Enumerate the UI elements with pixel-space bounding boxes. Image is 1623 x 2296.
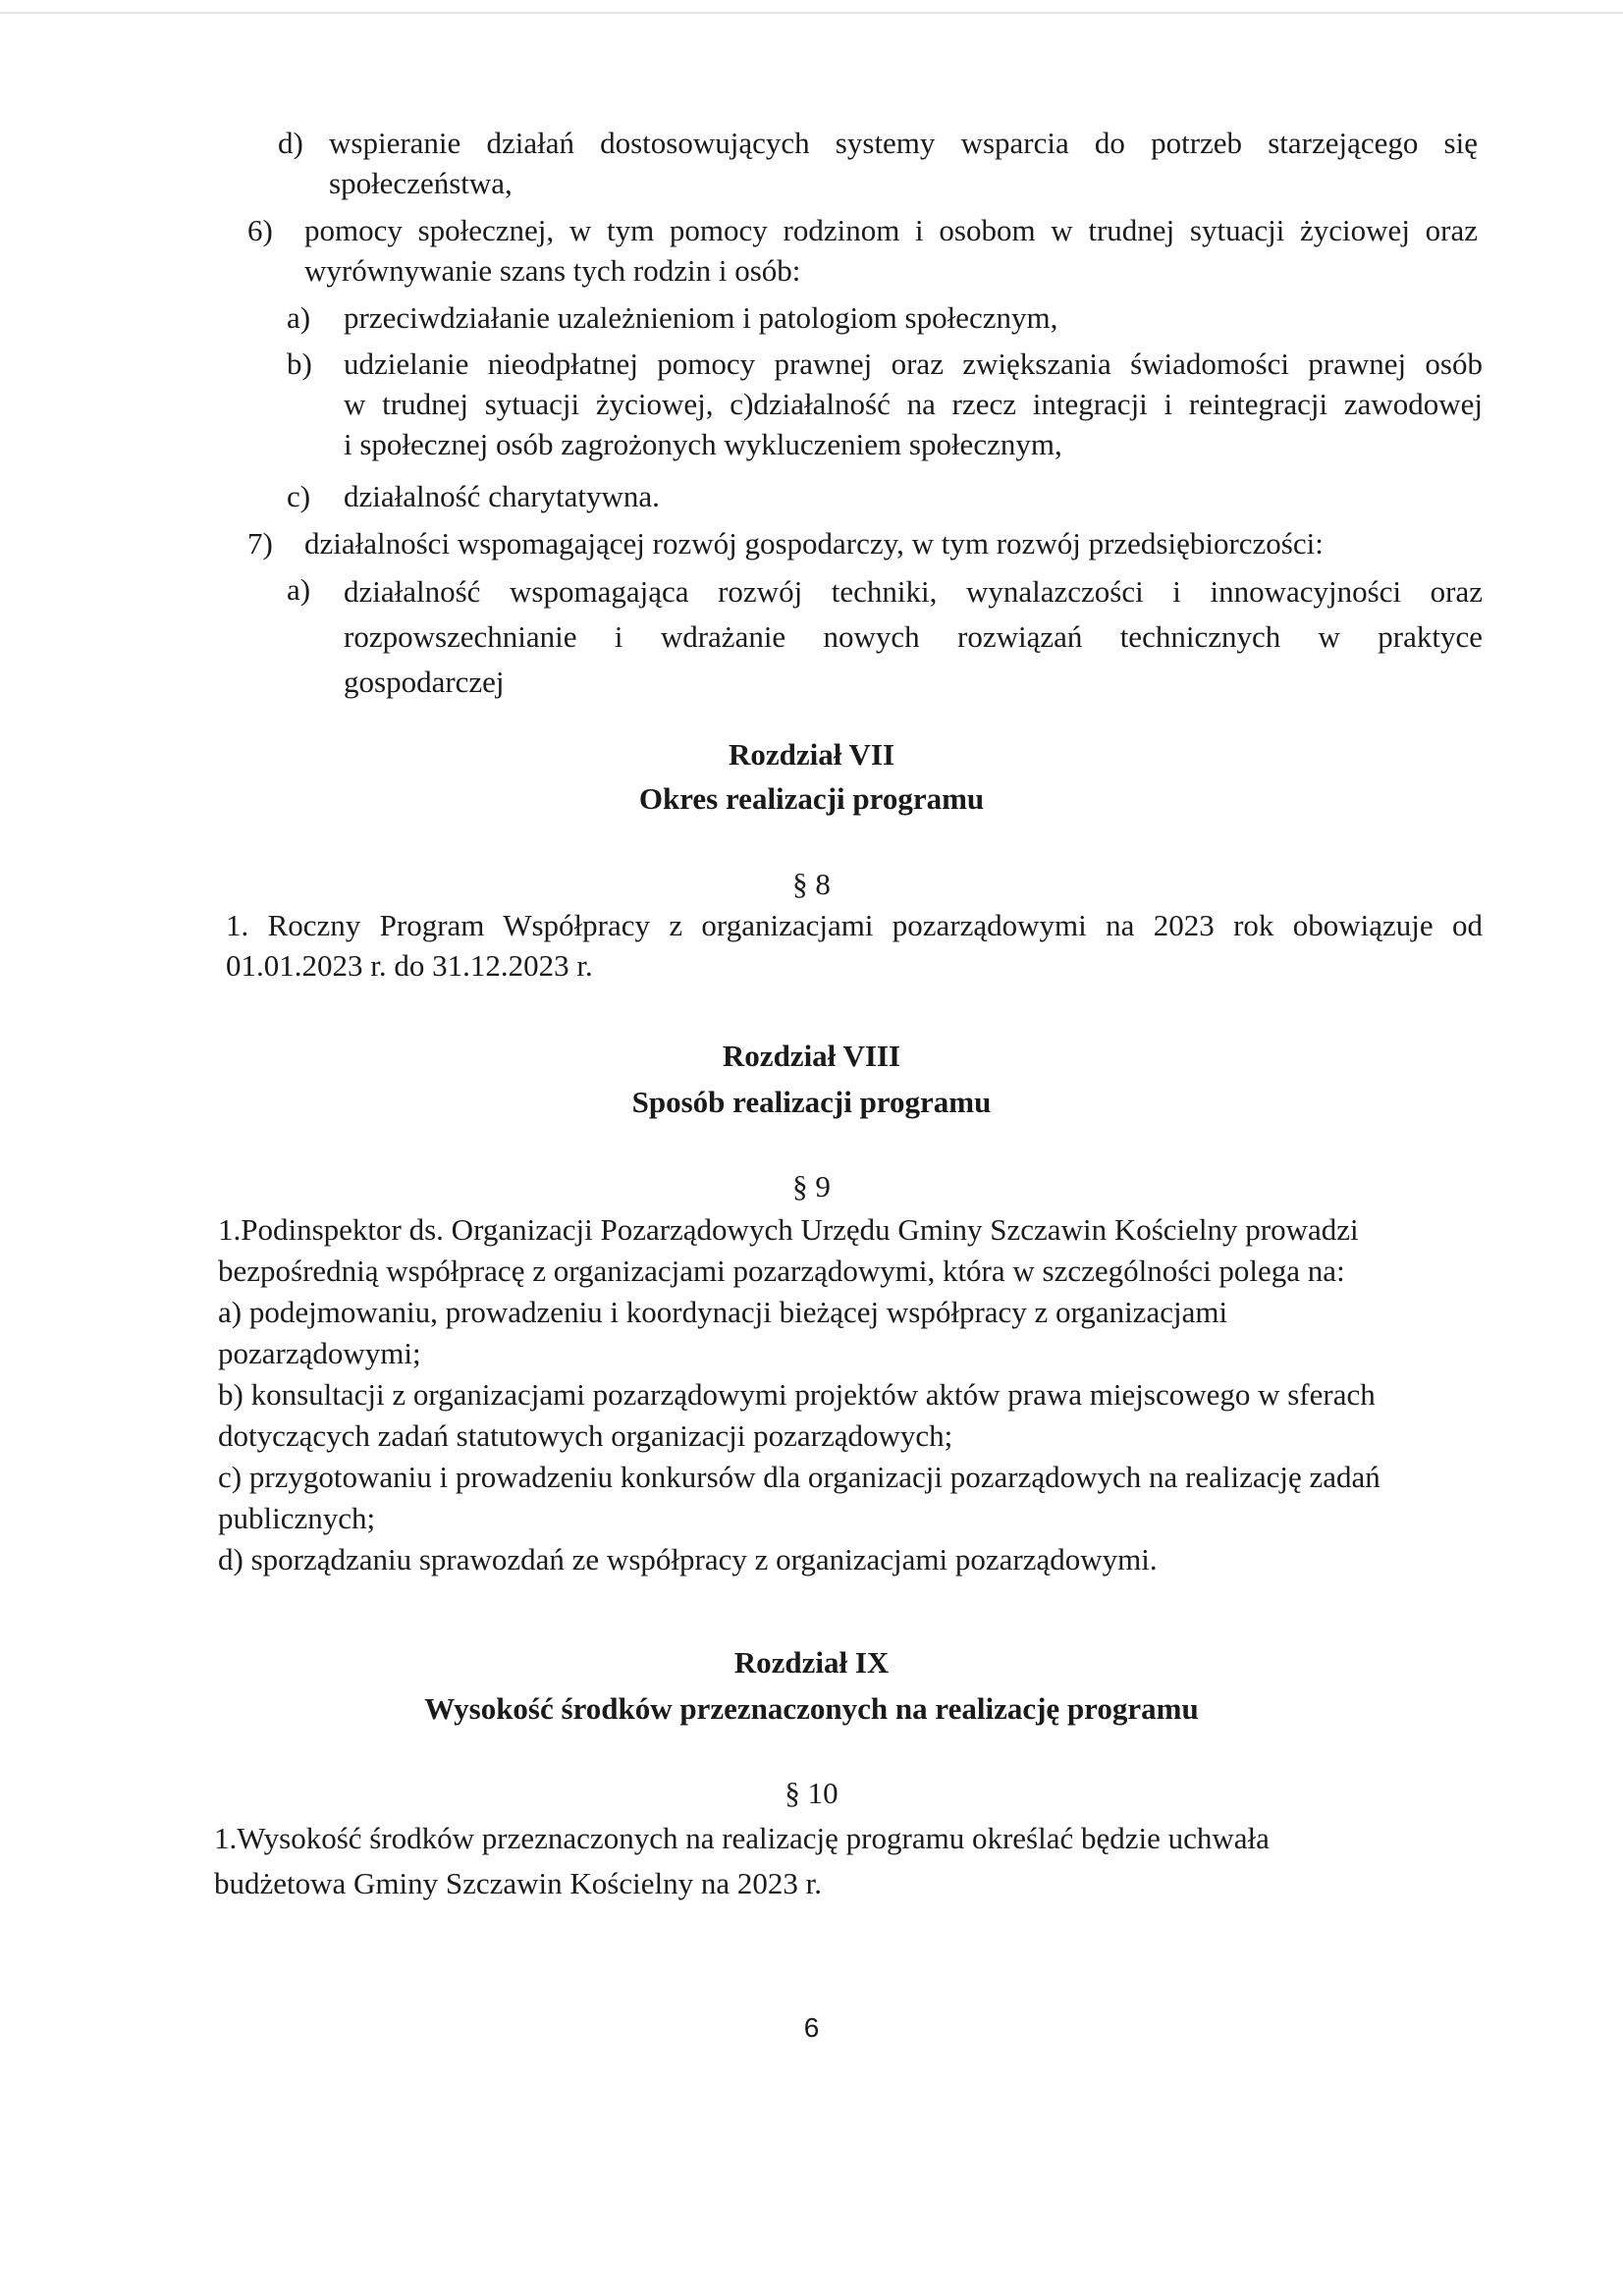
text-line: i społecznej osób zagrożonych wykluczeniem społecznym, [344, 427, 1062, 461]
text-line: przeciwdziałanie uzależnieniom i patologiom społecznym, [344, 300, 1058, 335]
chapter-9-subtitle: Wysokość środków przeznaczonych na realizację programu [424, 1691, 1199, 1726]
list-label: a) [287, 572, 311, 607]
chapter-8-subtitle: Sposób realizacji programu [631, 1085, 992, 1119]
text-line: społeczeństwa, [329, 166, 513, 200]
text-line: rozpowszechnianie i wdrażanie nowych rozwiązań technicznych w praktyce [344, 619, 1483, 654]
text-line: wyrównywanie szans tych rodzin i osób: [304, 253, 801, 288]
text-line: gospodarczej [344, 665, 505, 699]
list-item-d [278, 123, 303, 163]
text-line: pozarządowymi; [218, 1336, 421, 1370]
section-8-text [226, 905, 1483, 986]
list-item-6 [247, 210, 273, 250]
list-label: 6) [247, 213, 273, 247]
list-item-6-text [304, 210, 1478, 291]
chapter-9-title: Rozdział IX [733, 1645, 890, 1680]
list-item-6a-text [344, 297, 1483, 338]
list-label: 7) [247, 526, 273, 561]
text-line: 1.Podinspektor ds. Organizacji Pozarządowych Urzędu Gminy Szczawin Kościelny prowadzi [218, 1212, 1359, 1247]
page-top-border [0, 12, 1623, 14]
section-8-sign: § 8 [792, 867, 831, 901]
text-line: wspieranie działań dostosowujących systemy wsparcia do potrzeb starzejącego się [329, 126, 1478, 160]
section-9-text [218, 1209, 1485, 1580]
text-line: udzielanie nieodpłatnej pomocy prawnej oraz zwiększania świadomości prawnej osób [344, 347, 1483, 381]
list-item-6c-text [344, 476, 1483, 516]
text-line: budżetowa Gminy Szczawin Kościelny na 2023 r. [214, 1866, 822, 1900]
text-line: d) sporządzaniu sprawozdań ze współpracy z organizacjami pozarządowymi. [218, 1542, 1158, 1576]
text-line: publicznych; [218, 1501, 376, 1535]
text-line: 1. Roczny Program Współpracy z organizacjami pozarządowymi na 2023 rok obowiązuje od [226, 908, 1483, 942]
list-item-6b [287, 344, 312, 384]
page-number: 6 [803, 2012, 820, 2043]
text-line: działalność wspomagająca rozwój techniki, wynalazczości i innowacyjności oraz [344, 574, 1483, 609]
chapter-7-subtitle: Okres realizacji programu [638, 781, 985, 816]
list-item-6c [287, 476, 310, 516]
chapter-8-title: Rozdział VIII [722, 1039, 901, 1073]
text-line: 01.01.2023 r. do 31.12.2023 r. [226, 948, 593, 983]
list-label: c) [287, 479, 311, 513]
section-10-sign: § 10 [784, 1776, 839, 1810]
list-item-6a [287, 297, 310, 338]
text-line: a) podejmowaniu, prowadzeniu i koordynacji bieżącej współpracy z organizacjami [218, 1295, 1228, 1329]
text-line: 1.Wysokość środków przeznaczonych na realizację programu określać będzie uchwała [214, 1821, 1270, 1855]
section-9-sign: § 9 [792, 1169, 831, 1203]
text-line: w trudnej sytuacji życiowej, c)działalność na rzecz integracji i reintegracji zawodowej [344, 387, 1483, 421]
list-item-7a [287, 569, 310, 610]
list-label: b) [287, 347, 312, 381]
section-10-text [214, 1816, 1481, 1906]
text-line: pomocy społecznej, w tym pomocy rodzinom i osobom w trudnej sytuacji życiowej oraz [304, 213, 1478, 247]
list-item-6b-text [344, 344, 1483, 464]
text-line: bezpośrednią współpracę z organizacjami pozarządowymi, która w szczególności polega na: [218, 1254, 1345, 1288]
list-item-7a-text [344, 569, 1483, 705]
list-label: d) [278, 126, 303, 160]
list-label: a) [287, 300, 311, 335]
chapter-7-title: Rozdział VII [728, 737, 895, 772]
list-item-d-text [329, 123, 1478, 203]
text-line: działalność charytatywna. [344, 479, 660, 513]
text-line: c) przygotowaniu i prowadzeniu konkursów dla organizacji pozarządowych na realizację zadań [218, 1460, 1380, 1494]
list-item-7-text [304, 523, 1478, 563]
list-item-7 [247, 523, 273, 563]
text-line: działalności wspomagającej rozwój gospodarczy, w tym rozwój przedsiębiorczości: [304, 526, 1324, 561]
text-line: b) konsultacji z organizacjami pozarządowymi projektów aktów prawa miejscowego w sferach [218, 1377, 1376, 1412]
text-line: dotyczących zadań statutowych organizacji pozarządowych; [218, 1418, 953, 1453]
